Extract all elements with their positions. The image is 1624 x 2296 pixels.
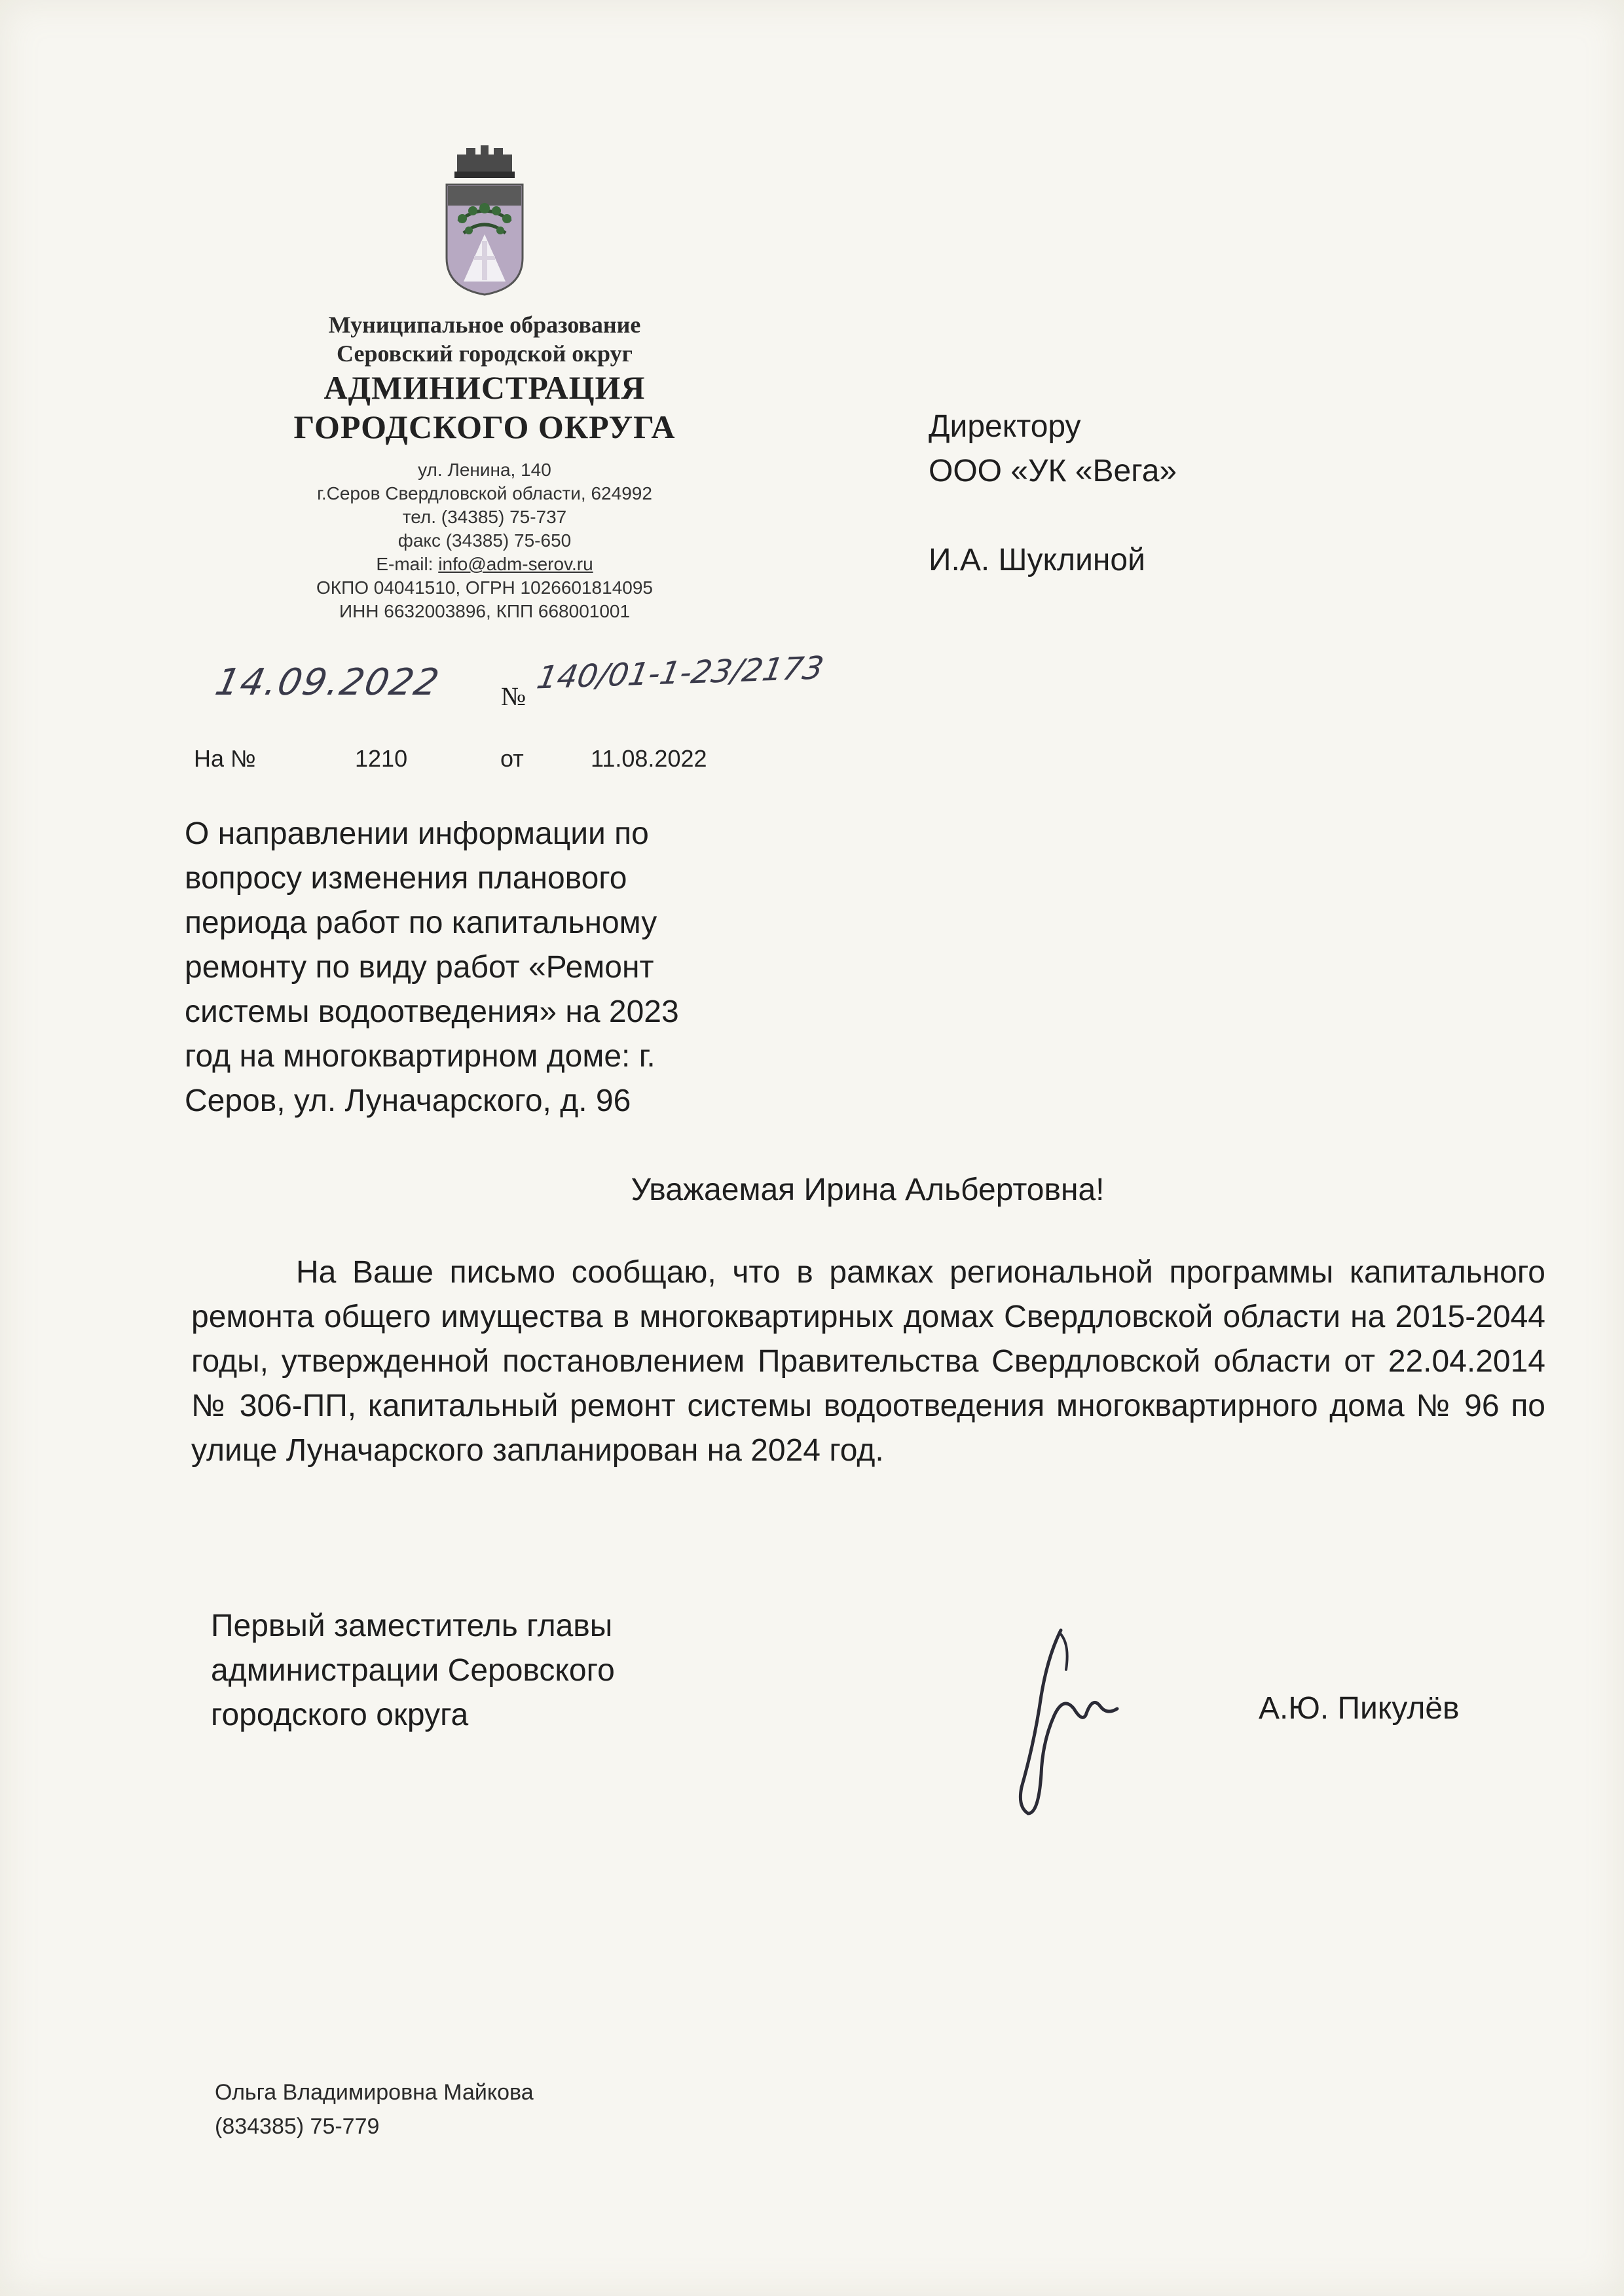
signer-name: А.Ю. Пикулёв	[1259, 1691, 1460, 1726]
handwritten-signature-icon	[1008, 1617, 1139, 1827]
org-name-line1: Муниципальное образование	[328, 312, 641, 338]
org-name-line2: Серовский городской округ	[337, 340, 633, 367]
email-line	[223, 553, 747, 576]
signer-position	[211, 1604, 735, 1738]
administration-title-line2: ГОРОДСКОГО ОКРУГА	[293, 409, 676, 445]
reference-label: На №	[194, 745, 256, 772]
address-street: ул. Ленина, 140	[418, 460, 551, 480]
addressee	[929, 405, 1177, 583]
salutation: Уважаемая Ирина Альбертовна!	[631, 1173, 1105, 1207]
fax: факс (34385) 75-650	[397, 530, 572, 551]
executor-name: Ольга Владимировна Майкова	[215, 2080, 534, 2105]
signer-position-line2: администрации Серовского	[211, 1653, 615, 1688]
reference-date: 11.08.2022	[591, 745, 707, 772]
executor-phone: (834385) 75-779	[215, 2114, 380, 2139]
outgoing-number-handwritten: 140/01-1-23/2173	[534, 649, 826, 697]
signer-position-line1: Первый заместитель главы	[211, 1609, 613, 1643]
addressee-position: Директору	[929, 409, 1081, 444]
registration-codes-line1: ОКПО 04041510, ОГРН 1026601814095	[316, 577, 653, 598]
administration-title-line1: АДМИНИСТРАЦИЯ	[323, 369, 646, 406]
email-link[interactable]: info@adm-serov.ru	[438, 554, 593, 574]
email-label: E-mail:	[376, 554, 434, 574]
signer-position-line3: городского округа	[211, 1698, 469, 1732]
coat-of-arms-icon	[432, 143, 537, 297]
registration-codes-line2: ИНН 6632003896, КПП 668001001	[339, 601, 631, 621]
letterhead	[223, 143, 747, 623]
address-city: г.Серов Свердловской области, 624992	[317, 483, 652, 503]
reference-number: 1210	[355, 745, 408, 772]
addressee-organization: ООО «УК «Вега»	[929, 454, 1177, 488]
addressee-name: И.А. Шуклиной	[929, 543, 1145, 577]
phone: тел. (34385) 75-737	[402, 507, 567, 527]
outgoing-number-sign: №	[501, 682, 526, 711]
letter-subject: О направлении информации по вопросу изменения планового периода работ по капитальному ремонту по виду работ «Ремонт системы водоотведения» на 2023 год на многоквартирном доме: г. Серов, ул. Луначарского, д. 96	[185, 816, 679, 1118]
executor-info	[215, 2075, 534, 2143]
letter-body: На Ваше письмо сообщаю, что в рамках региональной программы капитального ремонта общего имущества в многоквартирных домах Свердловской области на 2015-2044 годы, утвержденной постановлением Правительства Свердловской области от 22.04.2014 № 306-ПП, капитальный ремонт системы водоотведения многоквартирного дома № 96 по улице Луначарского запланирован на 2024 год.	[191, 1255, 1545, 1468]
reference-from-label: от	[500, 745, 524, 772]
outgoing-date-handwritten: 14.09.2022	[212, 661, 444, 704]
